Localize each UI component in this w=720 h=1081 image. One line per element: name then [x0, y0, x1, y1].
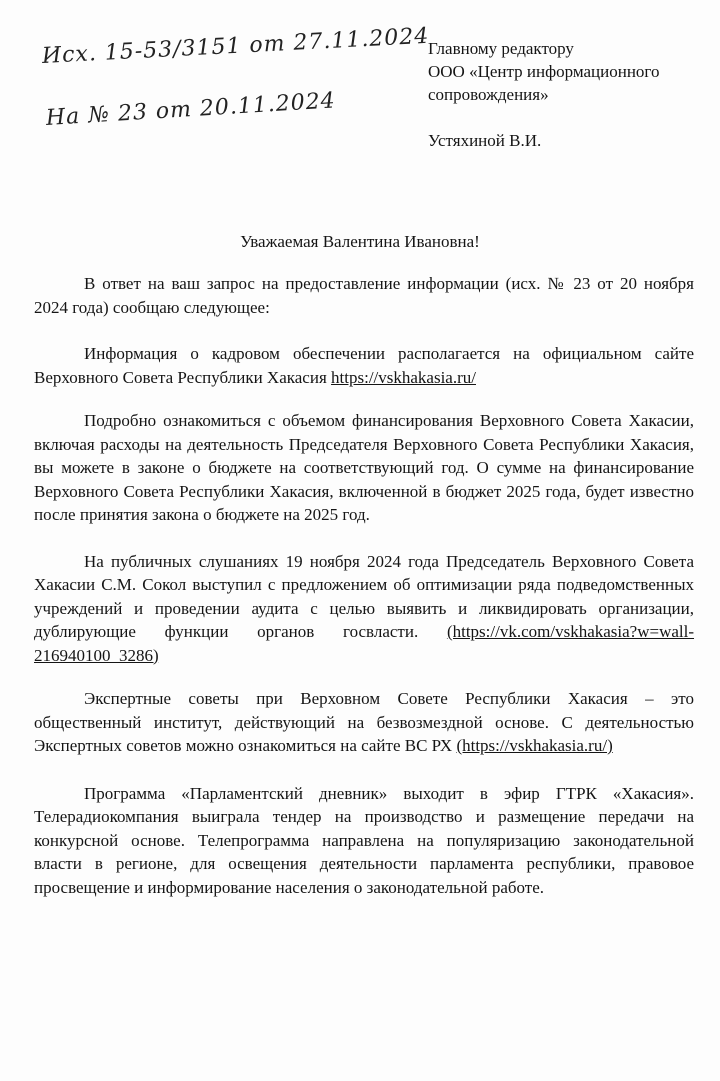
vskhakasia-site-link[interactable]: (https://vskhakasia.ru/): [456, 736, 613, 755]
addressee-block: [428, 37, 713, 152]
paragraph-expert-councils: [34, 687, 694, 758]
greeting: Уважаемая Валентина Ивановна!: [240, 232, 480, 251]
paragraph-public-hearings: [34, 550, 694, 668]
paragraph-public-hearings-text: На публичных слушаниях 19 ноября 2024 года Председатель Верховного Совета Хакасии С.М. Сокол выступил с предложением об оптимизации ряда подведомственных учреждений и проведении аудита с целью выявить и ликвидировать организации, дублирующие функции органов госвласти.: [34, 551, 694, 641]
paragraph-staffing: [34, 342, 694, 389]
addressee-line-3: сопровождения»: [428, 85, 549, 104]
vk-post-link[interactable]: (https://vk.com/vskhakasia?w=wall-216940100_3286): [34, 622, 695, 665]
addressee-line-1: Главному редактору: [428, 39, 574, 58]
paragraph-financing: Подробно ознакомиться с объемом финансирования Верховного Совета Хакасии, включая расходы на деятельность Председателя Верховного Совета Республики Хакасия, вы можете в законе о бюджете на соответствующий год. О сумме на финансирование Верховного Совета Республики Хакасия, включенной в бюджет 2025 года, будет известно после принятия закона о бюджете на 2025 год.: [34, 411, 694, 524]
addressee-line-2: ООО «Центр информационного: [428, 62, 660, 81]
vskhakasia-link[interactable]: https://vskhakasia.ru/: [331, 367, 476, 387]
paragraph-expert-councils-text: Экспертные советы при Верховном Совете Республики Хакасия – это общественный институт, действующий на безвозмездной основе. С деятельностью Экспертных советов можно ознакомиться на сайте ВС РХ: [34, 689, 694, 755]
handwritten-outgoing-number: Исх. 15-53/3151 от 27.11.2024: [41, 23, 430, 69]
paragraph-request-reply: В ответ на ваш запрос на предоставление информации (исх. № 23 от 20 ноября 2024 года) сообщаю следующее:: [34, 274, 694, 317]
handwritten-reference-number: На № 23 от 20.11.2024: [45, 88, 337, 131]
paragraph-staffing-text: Информация о кадровом обеспечении располагается на официальном сайте Верховного Совета Республики Хакасия: [34, 344, 694, 387]
letter-body: [34, 272, 694, 922]
paragraph-tv-program: Программа «Парламентский дневник» выходит в эфир ГТРК «Хакасия». Телерадиокомпания выиграла тендер на производство и размещение передачи на конкурсной основе. Телепрограмма направлена на популяризацию законодательной власти в регионе, для освещения деятельности парламента республики, правовое просвещение и информирование населения о законодательной работе.: [34, 783, 694, 897]
addressee-name: Устяхиной В.И.: [428, 131, 542, 150]
